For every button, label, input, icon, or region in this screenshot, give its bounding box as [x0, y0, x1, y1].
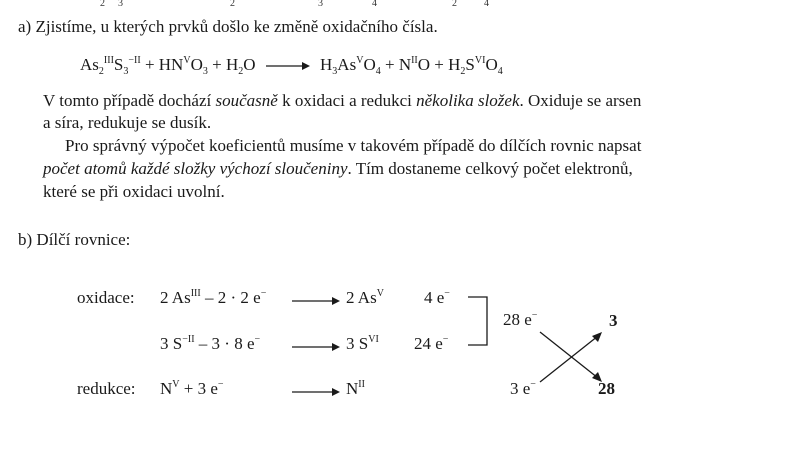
coefficient-reduction: 28: [598, 379, 615, 398]
part-b-heading: b) Dílčí rovnice:: [18, 230, 131, 249]
top-fragment: 2: [230, 0, 235, 9]
top-fragment: 4: [484, 0, 489, 9]
arrow-icon: [292, 293, 340, 311]
top-fragment: 2: [100, 0, 105, 9]
top-fragment: 4: [372, 0, 377, 9]
paragraph-1-line-1: V tomto případě dochází současně k oxidaci a redukci několika složek. Oxiduje se arsen: [43, 91, 642, 110]
half-equation-as-right: 2 $As^V$: [346, 288, 384, 307]
electron-sum: 28 e−: [503, 310, 538, 329]
paragraph-2-line-2: počet atomů každé složky výchozí sloučeniny. Tím dostaneme celkový počet elektronů,: [43, 159, 633, 178]
half-equation-n-left: $N^V + 3$ e−: [160, 379, 224, 398]
top-fragment: 3: [318, 0, 323, 9]
half-equation-s-right: 3 $S^{VI}$: [346, 334, 379, 353]
electrons-s: 24 e−: [414, 334, 449, 353]
paragraph-2-line-3: které se při oxidaci uvolní.: [43, 182, 225, 201]
redox-equation: $As_2^{III}S_3^{-II} + HN^VO_3 + H_2O$ $H_3As^VO_4 + N^{II}O + H_2S^{VI}O_4$: [80, 55, 503, 77]
half-equation-s-left: 3 $S^{-II} - 3 \cdot 8$ e−: [160, 334, 261, 353]
arrow-icon: [292, 384, 340, 402]
redukce-label: redukce:: [77, 379, 136, 398]
half-equation-as-left: 2 $As^{III} - 2 \cdot 2$ e−: [160, 288, 267, 307]
bracket-icon: [466, 296, 490, 351]
top-fragment: 2: [452, 0, 457, 9]
arrow-icon: [292, 339, 340, 357]
oxidace-label: oxidace:: [77, 288, 135, 307]
electrons-n: 3 e−: [510, 379, 536, 398]
top-fragment: 3: [118, 0, 123, 9]
paragraph-1-line-2: a síra, redukuje se dusík.: [43, 113, 212, 132]
paragraph-2-line-1: Pro správný výpočet koeficientů musíme v takovém případě do dílčích rovnic napsat: [65, 136, 642, 155]
coefficient-oxidation: 3: [609, 311, 618, 330]
reaction-arrow-icon: [266, 60, 310, 72]
part-a-heading: a) Zjistíme, u kterých prvků došlo ke změně oxidačního čísla.: [18, 17, 438, 36]
electrons-as: 4 e−: [424, 288, 450, 307]
half-equation-n-right: $N^{II}$: [346, 379, 365, 398]
